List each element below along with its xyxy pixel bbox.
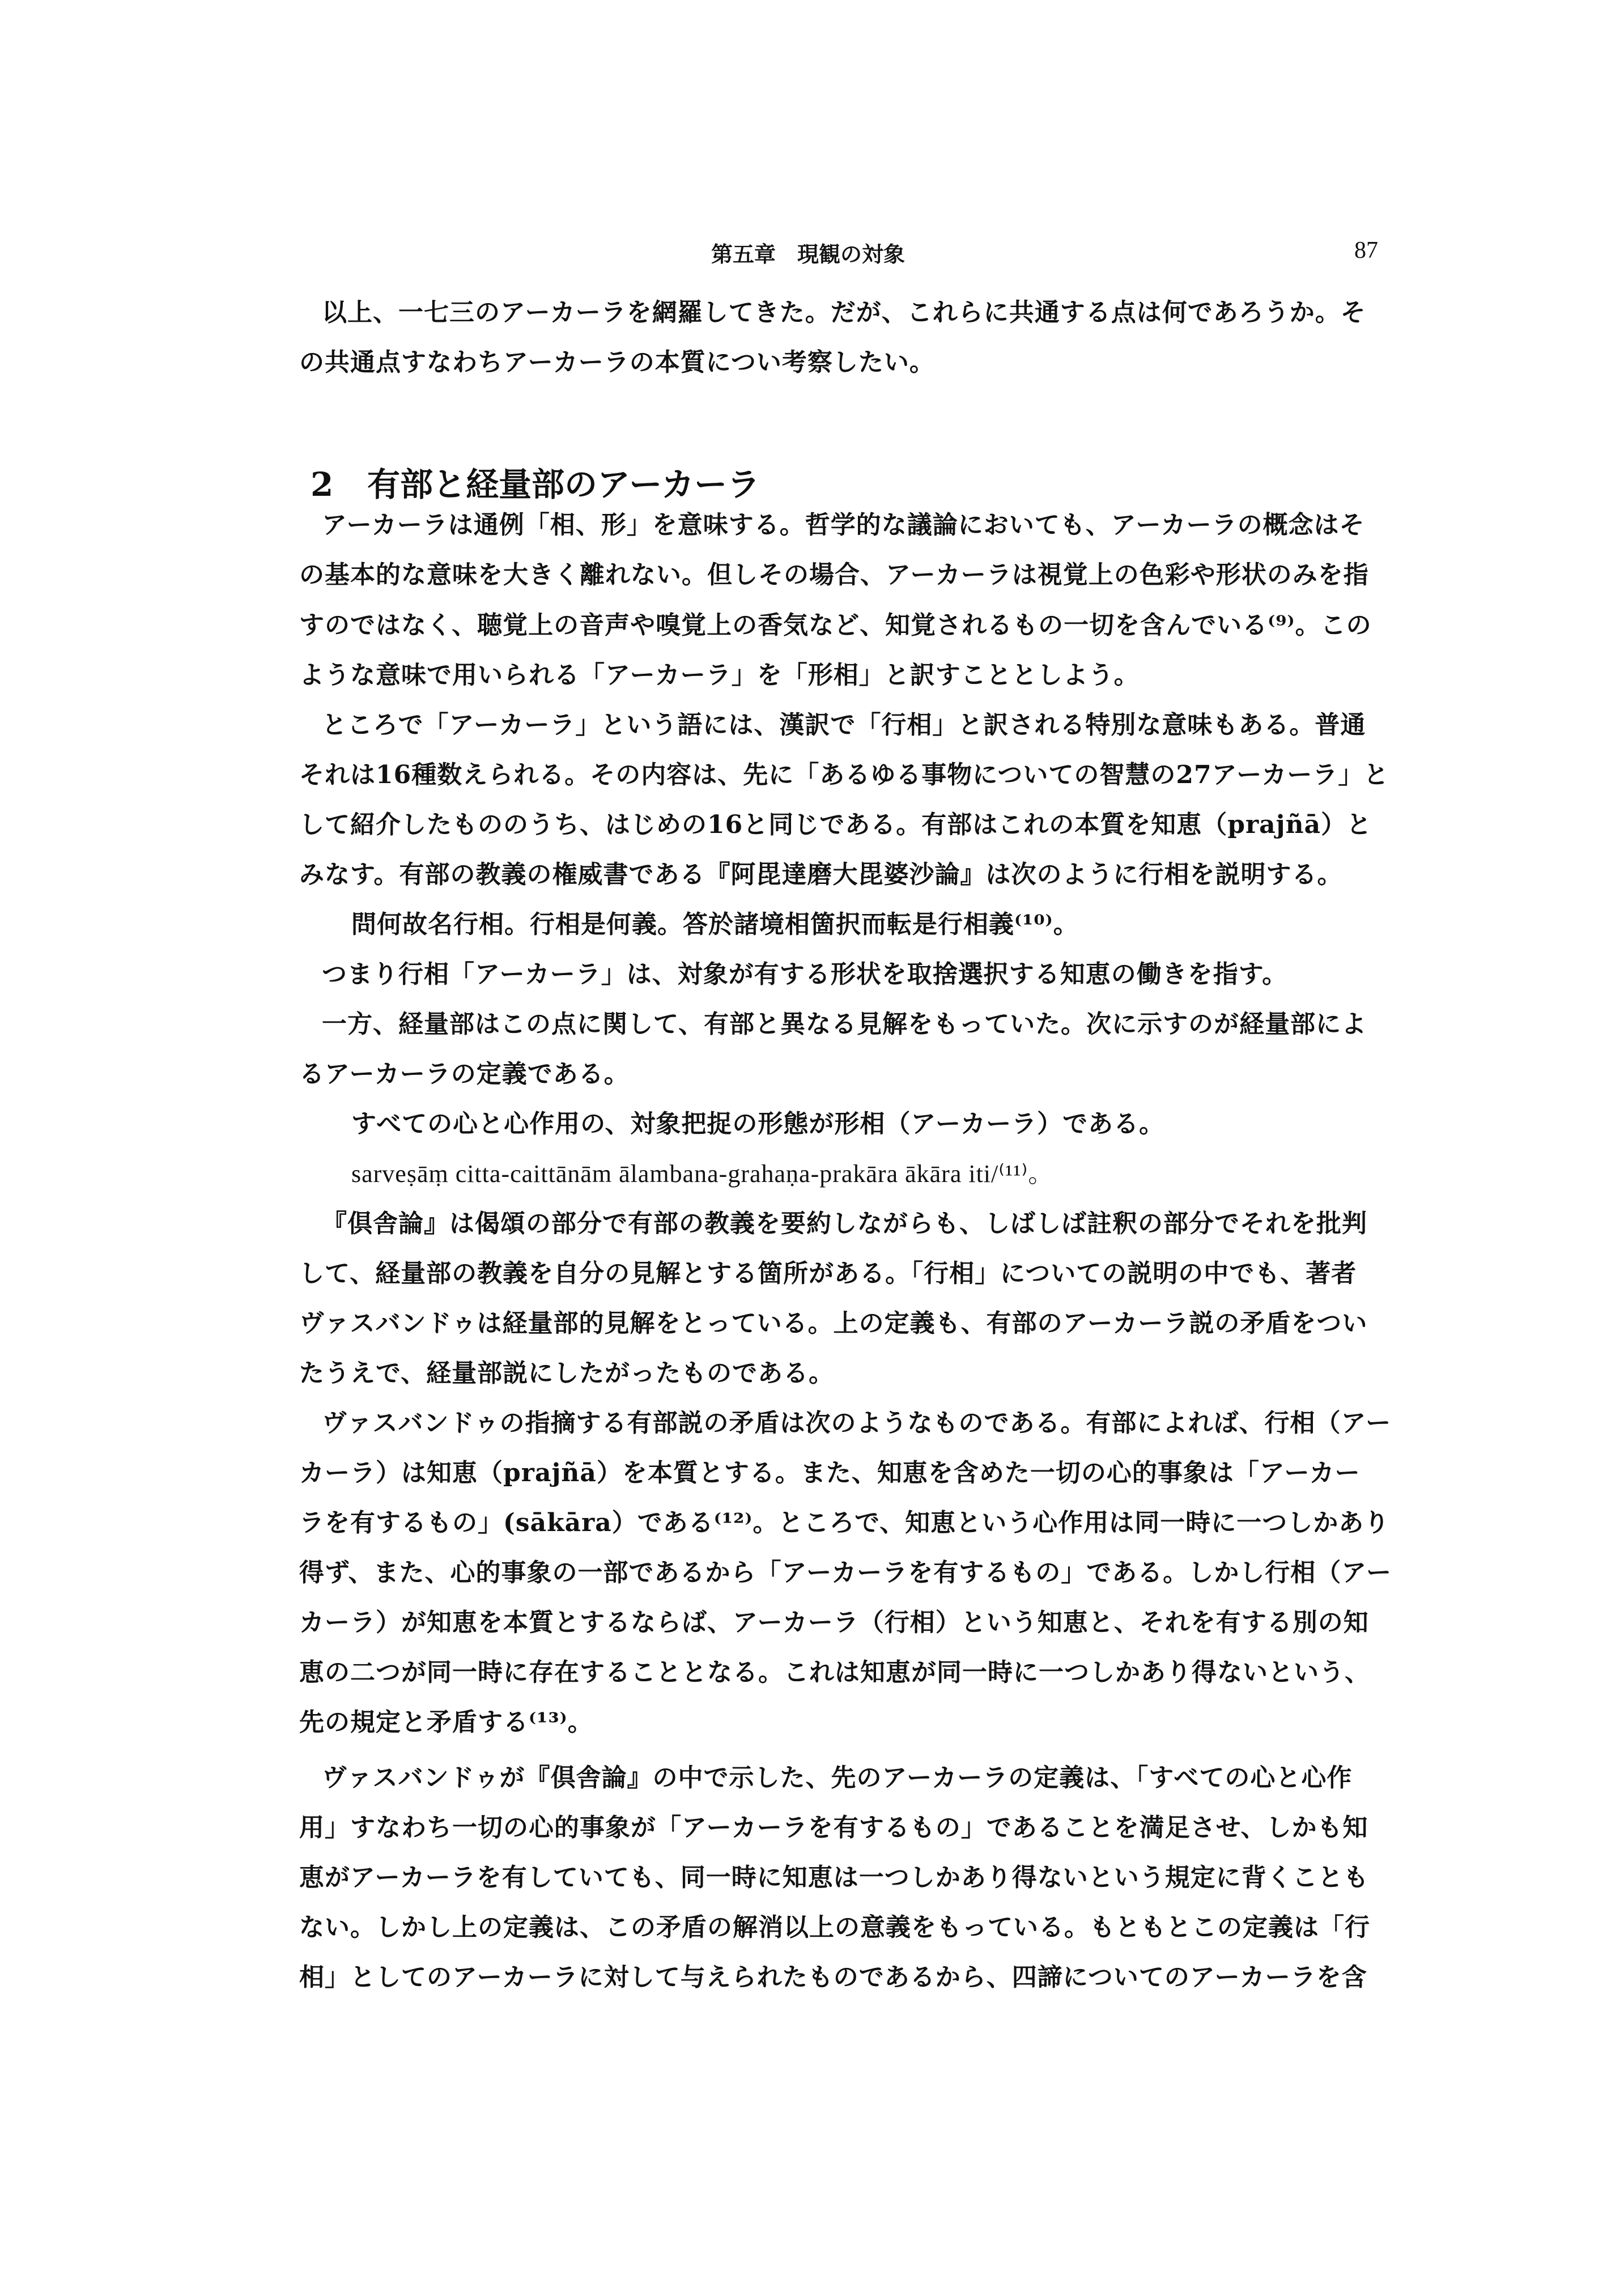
- running-header-chapter: 第五章 現観の対象: [711, 241, 905, 267]
- paragraph-line: それは16種数えられる。その内容は、先に「あるゆる事物についての智慧の27アーカーラ」と: [299, 760, 1389, 789]
- sanskrit-quote-line: sarveṣāṃ citta-caittānām ālambana-grahaṇa-prakāra ākāra iti/⁽¹¹⁾。: [351, 1160, 1054, 1188]
- paragraph-line: 恵がアーカーラを有していても、同一時に知恵は一つしかあり得ないという規定に背くことも: [299, 1863, 1369, 1892]
- paragraph-line: の基本的な意味を大きく離れない。但しその場合、アーカーラは視覚上の色彩や形状のみを指: [299, 560, 1369, 589]
- paragraph-line: 恵の二つが同一時に存在することとなる。これは知恵が同一時に一つしかあり得ないという、: [299, 1658, 1370, 1687]
- paragraph-line: して紹介したもののうち、はじめの16と同じである。有部はこれの本質を知恵（prajñā）と: [299, 810, 1372, 839]
- section-number: 2: [311, 465, 334, 504]
- intro-line: 以上、一七三のアーカーラを網羅してきた。だが、これらに共通する点は何であろうか。そ: [322, 298, 1366, 327]
- paragraph-line: たうえで、経量部説にしたがったものである。: [299, 1359, 835, 1388]
- section-title: 有部と経量部のアーカーラ: [367, 465, 760, 504]
- paragraph-line: 『倶舎論』は偈頌の部分で有部の教義を要約しながらも、しばしば註釈の部分でそれを批判: [322, 1209, 1367, 1238]
- paragraph-line: ヴァスバンドゥは経量部的見解をとっている。上の定義も、有部のアーカーラ説の矛盾をつい: [299, 1309, 1368, 1338]
- paragraph-line: 先の規定と矛盾する⁽¹³⁾。: [299, 1708, 593, 1737]
- paragraph-line: 用」すなわち一切の心的事象が「アーカーラを有するもの」であることを満足させ、しかも知: [299, 1813, 1368, 1842]
- quote-line: すべての心と心作用の、対象把捉の形態が形相（アーカーラ）である。: [351, 1109, 1165, 1138]
- paragraph-line: ヴァスバンドゥの指摘する有部説の矛盾は次のようなものである。有部によれば、行相（アー: [322, 1409, 1392, 1438]
- paragraph-line: すのではなく、聴覚上の音声や嗅覚上の香気など、知覚されるもの一切を含んでいる⁽⁹⁾。この: [299, 611, 1372, 640]
- page-number: 87: [1354, 237, 1378, 263]
- paragraph-line: ような意味で用いられる「アーカーラ」を「形相」と訳すこととしよう。: [299, 661, 1140, 690]
- paragraph-line: 一方、経量部はこの点に関して、有部と異なる見解をもっていた。次に示すのが経量部によ: [322, 1010, 1367, 1039]
- paragraph-line: カーラ）が知恵を本質とするならば、アーカーラ（行相）という知恵と、それを有する別の知: [299, 1608, 1369, 1637]
- paragraph-line: ヴァスバンドゥが『倶舎論』の中で示した、先のアーカーラの定義は、「すべての心と心作: [322, 1763, 1353, 1792]
- paragraph-line: 相」としてのアーカーラに対して与えられたものであるから、四諦についてのアーカーラを含: [299, 1963, 1367, 1992]
- section-heading: [311, 458, 760, 505]
- paragraph-line: して、経量部の教義を自分の見解とする箇所がある。「行相」についての説明の中でも、著者: [299, 1259, 1357, 1288]
- paragraph-line: みなす。有部の教義の権威書である『阿毘達磨大毘婆沙論』は次のように行相を説明する。: [299, 860, 1343, 889]
- paragraph-line: 得ず、また、心的事象の一部であるから「アーカーラを有するもの」である。しかし行相（アー: [299, 1558, 1392, 1587]
- paragraph-line: ラを有するもの」(sākāra）である⁽¹²⁾。ところで、知恵という心作用は同一時に一つしかあり: [299, 1508, 1390, 1537]
- paragraph-line: るアーカーラの定義である。: [299, 1060, 630, 1089]
- paragraph-line: ところで「アーカーラ」という語には、漢訳で「行相」と訳される特別な意味もある。普通: [322, 711, 1366, 739]
- paragraph-line: ない。しかし上の定義は、この矛盾の解消以上の意義をもっている。もともとこの定義は「行: [299, 1913, 1370, 1942]
- quote-line: 問何故名行相。行相是何義。答於諸境相箇択而転是行相義⁽¹⁰⁾。: [351, 910, 1079, 939]
- intro-line: の共通点すなわちアーカーラの本質につい考察したい。: [299, 348, 935, 377]
- paragraph-line: つまり行相「アーカーラ」は、対象が有する形状を取捨選択する知恵の働きを指す。: [322, 960, 1288, 989]
- paragraph-line: カーラ）は知恵（prajñā）を本質とする。また、知恵を含めた一切の心的事象は「アーカー: [299, 1459, 1361, 1487]
- paragraph-line: アーカーラは通例「相、形」を意味する。哲学的な議論においても、アーカーラの概念はそ: [322, 511, 1365, 539]
